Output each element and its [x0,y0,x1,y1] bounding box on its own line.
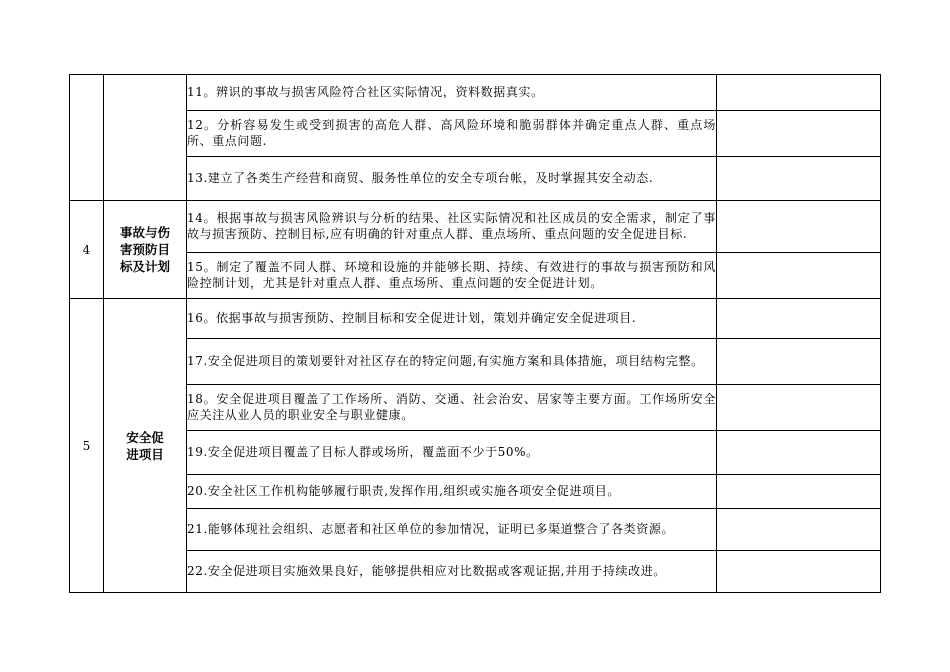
table-row [70,551,881,593]
section-number [70,75,104,201]
section-category-label: 事故与伤害预防目标及计划 [119,225,170,274]
table-row [70,475,881,509]
table-row [70,253,881,299]
table-row [70,75,881,111]
table-row [70,201,881,253]
section-category-label: 安全促进项目 [126,429,164,462]
criterion-text: 21.能够体现社会组织、志愿者和社区单位的参加情况，证明已多渠道整合了各类资源。 [187,509,717,551]
section-number: 5 [70,299,104,593]
section-category [104,299,187,593]
table-row [70,509,881,551]
criterion-text: 17.安全促进项目的策划要针对社区存在的特定问题,有实施方案和具体措施，项目结构完整。 [187,339,717,385]
table-row [70,299,881,339]
score-cell [717,157,881,201]
section-number: 4 [70,201,104,299]
table-row [70,339,881,385]
criterion-text: 16。依据事故与损害预防、控制目标和安全促进计划，策划并确定安全促进项目. [187,299,717,339]
table-row [70,157,881,201]
criterion-text: 19.安全促进项目覆盖了目标人群或场所，覆盖面不少于50%。 [187,431,717,475]
score-cell [717,299,881,339]
score-cell [717,431,881,475]
criterion-text: 18。安全促进项目覆盖了工作场所、消防、交通、社会治安、居家等主要方面。工作场所安全应关注从业人员的职业安全与职业健康。 [187,385,717,431]
score-cell [717,551,881,593]
table-row [70,385,881,431]
criterion-text: 12。分析容易发生或受到损害的高危人群、高风险环境和脆弱群体并确定重点人群、重点场所、重点问题. [187,111,717,157]
score-cell [717,111,881,157]
score-cell [717,385,881,431]
score-cell [717,339,881,385]
criterion-text: 11。辨识的事故与损害风险符合社区实际情况，资料数据真实。 [187,75,717,111]
score-cell [717,201,881,253]
criterion-text: 13.建立了各类生产经营和商贸、服务性单位的安全专项台帐，及时掌握其安全动态. [187,157,717,201]
table-row [70,431,881,475]
criterion-text: 14。根据事故与损害风险辨识与分析的结果、社区实际情况和社区成员的安全需求，制定了事故与损害预防、控制目标,应有明确的针对重点人群、重点场所、重点问题的安全促进目标. [187,201,717,253]
section-category [104,75,187,201]
evaluation-table [69,74,881,593]
score-cell [717,509,881,551]
table-row [70,111,881,157]
score-cell [717,75,881,111]
score-cell [717,253,881,299]
criterion-text: 15。制定了覆盖不同人群、环境和设施的并能够长期、持续、有效进行的事故与损害预防和风险控制计划，尤其是针对重点人群、重点场所、重点问题的安全促进计划。 [187,253,717,299]
criterion-text: 22.安全促进项目实施效果良好，能够提供相应对比数据或客观证据,并用于持续改进。 [187,551,717,593]
criterion-text: 20.安全社区工作机构能够履行职责,发挥作用,组织或实施各项安全促进项目。 [187,475,717,509]
score-cell [717,475,881,509]
section-category [104,201,187,299]
